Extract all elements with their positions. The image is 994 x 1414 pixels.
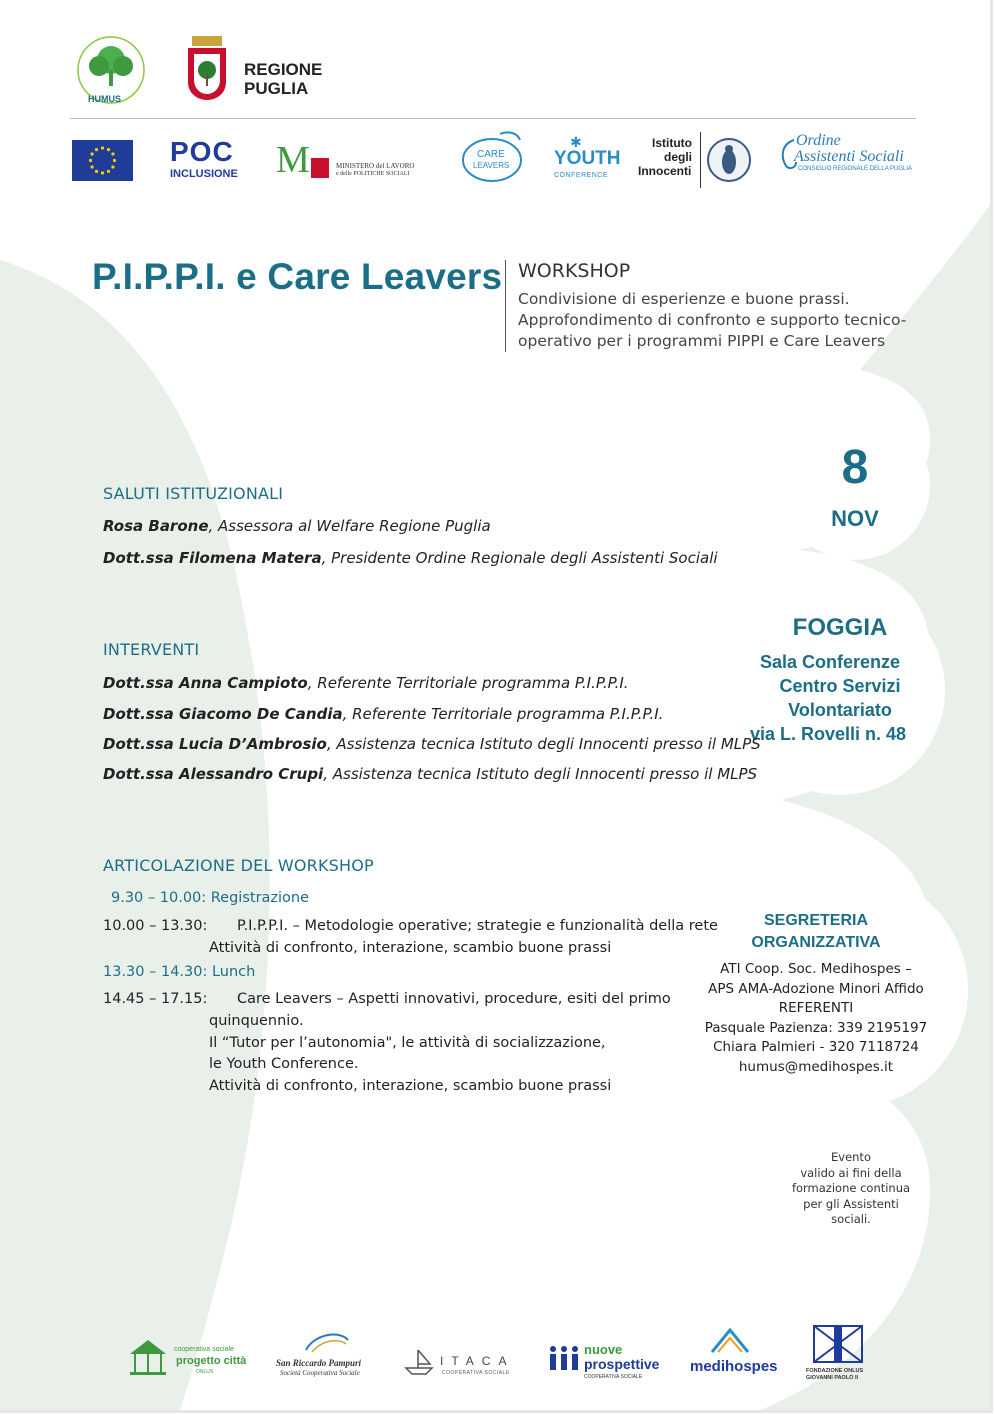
interventi-item — [103, 735, 761, 753]
interventi-item-name: Dott.ssa Lucia D’Ambrosio — [103, 735, 327, 753]
schedule-row-time: 14.45 – 17.15: — [103, 991, 208, 1007]
eu-flag-logo — [72, 140, 133, 181]
cross-frame-icon — [812, 1324, 864, 1364]
carousel-icon — [126, 1334, 170, 1378]
istituto-innocenti-logo — [636, 130, 756, 190]
san-riccardo-pampuri-logo — [276, 1330, 376, 1380]
event-day: 8 — [841, 441, 869, 494]
humus-logo-text: HUMUS — [88, 94, 121, 104]
progetto-citta-logo — [126, 1334, 246, 1382]
youth-line1: YOUTH — [554, 148, 621, 169]
progetto-citta-line3: ONLUS — [196, 1369, 214, 1375]
fondazione-gp2-logo — [804, 1324, 874, 1386]
ministero-m-mark: M — [276, 139, 310, 181]
interventi-item-name: Dott.ssa Giacomo De Candia — [103, 705, 343, 723]
evento-line: Evento — [831, 1150, 871, 1164]
istituto-divider — [700, 132, 701, 188]
youth-line2: CONFERENCE — [554, 172, 609, 179]
interventi-item-name: Dott.ssa Alessandro Crupi — [103, 765, 324, 783]
articolazione-heading: ARTICOLAZIONE DEL WORKSHOP — [103, 856, 374, 875]
boat-icon — [404, 1346, 434, 1376]
evento-note — [778, 1150, 924, 1228]
interventi-item — [103, 765, 757, 783]
schedule-row-time: 10.00 – 13.30: — [103, 918, 208, 934]
evento-line: sociali. — [831, 1212, 871, 1226]
san-riccardo-line1: San Riccardo Pampuri — [276, 1358, 362, 1368]
regione-line1: REGIONE — [244, 60, 323, 79]
interventi-heading: INTERVENTI — [103, 640, 200, 659]
page-title: P.I.P.P.I. e Care Leavers — [92, 256, 503, 297]
istituto-medallion-icon — [706, 136, 752, 184]
nuove-line3: COOPERATIVA SOCIALE — [584, 1374, 643, 1380]
venue-city: FOGGIA — [792, 614, 888, 641]
eu-stars-icon — [72, 140, 133, 181]
evento-line: valido ai fini della — [800, 1165, 902, 1180]
regione-puglia-logo — [186, 34, 336, 106]
workshop-label: WORKSHOP — [518, 260, 631, 282]
ordine-line3: CONSIGLIO REGIONALE DELLA PUGLIA — [798, 166, 913, 172]
title-separator — [505, 260, 506, 352]
workshop-description — [518, 289, 938, 352]
saluti-item-name: Dott.ssa Filomena Matera — [103, 549, 322, 567]
ordine-line2: Assistenti Sociali — [794, 148, 904, 165]
youth-conference-logo — [552, 134, 621, 184]
workshop-desc-line3: operativo per i programmi PIPPI e Care Leavers — [518, 332, 886, 350]
istituto-line3: Innocenti — [638, 164, 692, 178]
schedule-row-text: quinquennio. — [209, 1013, 304, 1029]
segreteria-line: ATI Coop. Soc. Medihospes – — [720, 961, 912, 977]
care-leavers-line1: CARE — [477, 149, 505, 160]
segreteria-phone: Pasquale Pazienza: 339 2195197 — [704, 1019, 928, 1036]
regione-line2: PUGLIA — [244, 79, 309, 98]
saluti-item-role: , Assessora al Welfare Regione Puglia — [208, 517, 491, 535]
schedule-row-text: P.I.P.P.I. – Metodologie operative; strategie e funzionalità della rete — [237, 918, 718, 934]
nuove-line2: prospettive — [584, 1356, 660, 1372]
istituto-line1: Istituto — [652, 136, 692, 150]
itaca-line2: COOPERATIVA SOCIALE — [442, 1370, 510, 1376]
care-leavers-logo — [460, 128, 524, 184]
saluti-item — [103, 549, 718, 567]
venue-line1: Sala Conferenze — [759, 652, 901, 672]
schedule-row-text: Il “Tutor per l’autonomia", le attività di socializzazione, — [209, 1035, 606, 1051]
evento-line: per gli Assistenti — [803, 1196, 899, 1211]
istituto-line2: degli — [664, 150, 693, 164]
poc-sub-text: INCLUSIONE — [170, 168, 238, 180]
saluti-item-name: Rosa Barone — [103, 517, 209, 535]
workshop-desc-line2: Approfondimento di confronto e supporto tecnico- — [518, 311, 907, 329]
schedule-row-registrazione: 9.30 – 10.00: Registrazione — [111, 890, 310, 906]
san-riccardo-line2: Società Cooperativa Sociale — [280, 1369, 360, 1377]
ministero-line2: e delle POLITICHE SOCIALI — [336, 171, 410, 177]
segreteria-email: humus@medihospes.it — [738, 1058, 894, 1075]
ordine-line1: Ordine — [796, 132, 841, 149]
interventi-item-role: , Referente Territoriale programma P.I.P.P.I. — [342, 705, 664, 723]
schedule-row-text: Care Leavers – Aspetti innovativi, procedure, esiti del primo — [237, 991, 671, 1007]
arc-swoosh-icon — [302, 1330, 352, 1354]
segreteria-heading-2: ORGANIZZATIVA — [751, 934, 881, 951]
itaca-line1: ITACA — [440, 1354, 515, 1368]
youth-people-icon: ✱ — [570, 134, 582, 150]
itaca-logo — [404, 1344, 522, 1380]
venue-line2: Centro Servizi — [779, 676, 901, 696]
schedule-row-text: Attività di confronto, interazione, scambio buone prassi — [209, 1078, 612, 1094]
nuove-line1: nuove — [584, 1342, 623, 1357]
ordine-assistenti-sociali-logo — [778, 134, 923, 180]
humus-logo — [70, 36, 152, 106]
interventi-item — [103, 705, 663, 723]
progetto-citta-line2: progetto città — [176, 1355, 247, 1367]
ministero-lavoro-logo — [276, 140, 436, 180]
schedule-row-text: le Youth Conference. — [209, 1056, 359, 1072]
saluti-item — [103, 517, 491, 535]
progetto-citta-line1: cooperativa sociale — [174, 1346, 234, 1353]
segreteria-phone: Chiara Palmieri - 320 7118724 — [713, 1039, 919, 1055]
interventi-item-role: , Assistenza tecnica Istituto degli Innocenti presso il MLPS — [323, 765, 758, 783]
saluti-item-role: , Presidente Ordine Regionale degli Assistenti Sociali — [321, 549, 718, 567]
fondazione-line1: FONDAZIONE ONLUS — [806, 1368, 864, 1374]
ministero-flag-bar — [311, 158, 329, 178]
segreteria-details — [700, 960, 932, 1077]
venue-line3: Volontariato — [788, 700, 892, 720]
saluti-heading: SALUTI ISTITUZIONALI — [103, 484, 284, 503]
fondazione-line2: GIOVANNI PAOLO II — [806, 1375, 859, 1381]
medihospes-logo — [690, 1326, 780, 1380]
people-icon — [548, 1344, 580, 1374]
segreteria-line: REFERENTI — [778, 1000, 854, 1016]
interventi-item — [103, 674, 629, 692]
segreteria-heading: SEGRETERIA — [763, 912, 868, 929]
evento-line: formazione continua — [791, 1181, 911, 1195]
venue-line4: via L. Rovelli n. 48 — [749, 724, 907, 744]
care-leavers-line2: LEAVERS — [473, 161, 510, 170]
schedule-row-text: Attività di confronto, interazione, scambio buone prassi — [209, 940, 612, 956]
workshop-desc-line1: Condivisione di esperienze e buone prassi. — [518, 290, 850, 308]
interventi-item-role: , Referente Territoriale programma P.I.P.P.I. — [307, 674, 629, 692]
interventi-item-role: , Assistenza tecnica Istituto degli Innocenti presso il MLPS — [326, 735, 761, 753]
event-month: NOV — [831, 506, 879, 531]
segreteria-line: APS AMA-Adozione Minori Affido — [708, 980, 924, 997]
poc-text: POC — [170, 136, 234, 167]
ministero-line1: MINISTERO del LAVORO — [336, 162, 415, 170]
medihospes-line1: medihospes — [690, 1358, 778, 1375]
interventi-item-name: Dott.ssa Anna Campioto — [103, 674, 308, 692]
roof-icon — [708, 1326, 752, 1354]
poc-inclusione-logo — [168, 138, 250, 182]
header-divider — [70, 118, 916, 119]
nuove-prospettive-logo — [548, 1344, 664, 1384]
coat-of-arms-icon — [186, 34, 228, 102]
schedule-row-lunch: 13.30 – 14.30: Lunch — [103, 964, 256, 980]
